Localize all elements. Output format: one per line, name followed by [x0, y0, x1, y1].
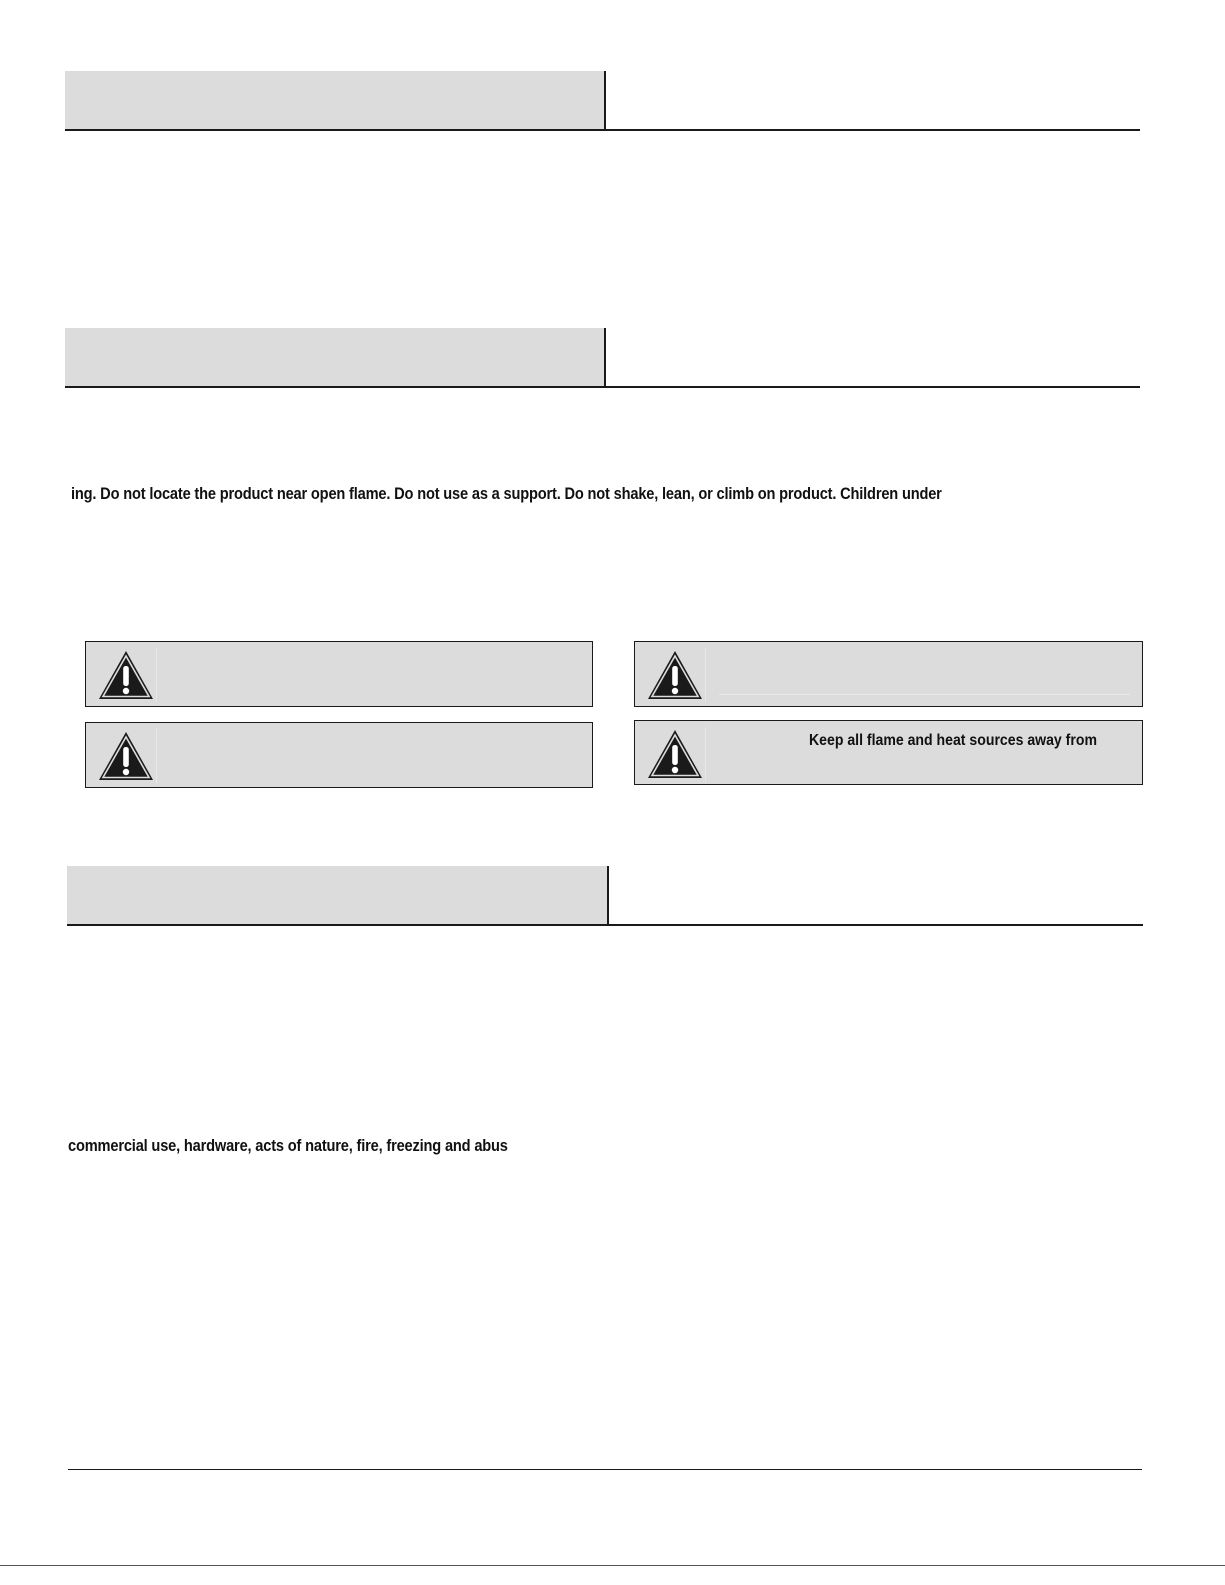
warning-triangle-icon [645, 727, 706, 781]
section-header-3 [67, 866, 1143, 926]
warning-box-left-top [85, 641, 593, 707]
section-header-3-shade [67, 866, 609, 924]
page-bottom-rule [0, 1565, 1225, 1566]
footer-rule [68, 1469, 1142, 1470]
warning-text-flame: Keep all flame and heat sources away from [809, 732, 1097, 749]
section-header-2-shade [65, 328, 606, 386]
warning-box-right-top [634, 641, 1143, 707]
warranty-paragraph-line: commercial use, hardware, acts of nature, fire, freezing and abus [68, 1136, 508, 1155]
warning-box-inner-rule [719, 694, 1130, 695]
warning-box-right-bottom [634, 720, 1143, 785]
warning-triangle-icon [645, 648, 706, 702]
warning-triangle-icon [96, 729, 157, 783]
section-header-2 [65, 328, 1140, 388]
safety-paragraph-line: ing. Do not locate the product near open flame. Do not use as a support. Do not shake, lean, or climb on product. Children under [71, 484, 942, 503]
section-header-1-shade [65, 71, 606, 129]
section-header-1 [65, 71, 1140, 131]
warning-triangle-icon [96, 648, 157, 702]
warning-box-left-bottom [85, 722, 593, 788]
